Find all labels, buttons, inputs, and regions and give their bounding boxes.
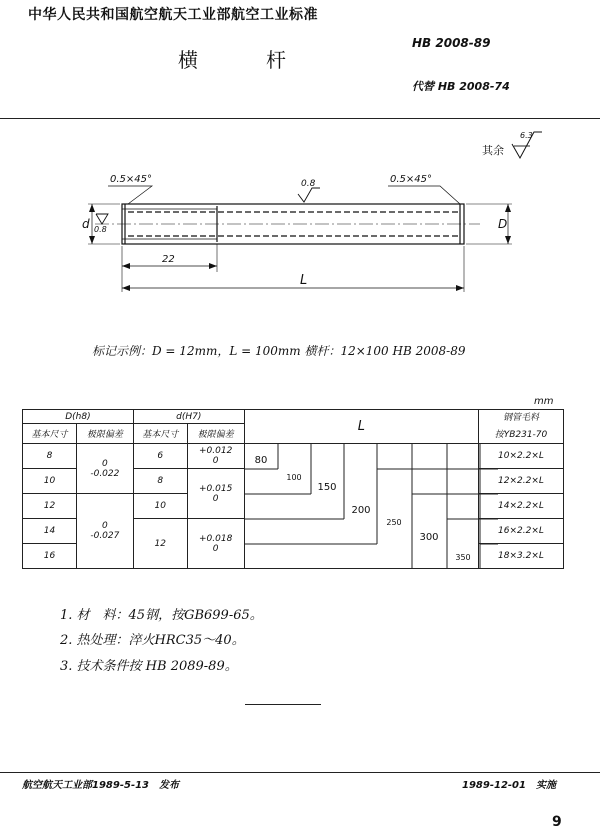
material-row-1: 12×2.2×L	[478, 469, 563, 494]
roughness-label-mid: 0.8	[301, 179, 316, 189]
header-D-base: 基本尺寸	[23, 424, 77, 444]
dim-label-d: d	[82, 217, 90, 231]
length-250: 250	[386, 518, 402, 527]
D-row-2: 12	[23, 494, 77, 519]
chamfer-leader-left	[108, 186, 152, 204]
note-material: 1. 材 料：45钢，按GB699-65。	[60, 608, 263, 623]
roughness-symbol-left	[96, 214, 108, 224]
standard-number: HB 2008-89	[412, 36, 491, 50]
document-title: 横杆	[178, 48, 354, 72]
header-d-base: 基本尺寸	[133, 424, 187, 444]
issue-date: 航空航天工业部1989-5-13 发布	[22, 780, 180, 791]
page-number: 9	[552, 814, 562, 830]
d-row-2: 10	[133, 494, 187, 519]
material-row-0: 10×2.2×L	[478, 444, 563, 469]
length-step-lines	[245, 444, 498, 569]
material-row-4: 18×3.2×L	[478, 544, 563, 569]
length-80: 80	[254, 455, 268, 466]
d-deviation-2: +0.015 0	[187, 469, 244, 519]
header-L: L	[244, 410, 478, 444]
implementation-date: 1989-12-01 实施	[462, 780, 556, 791]
roughness-symbol-mid	[298, 188, 320, 202]
length-matrix	[244, 444, 478, 569]
chamfer-label-right: 0.5×45°	[390, 174, 433, 185]
D-row-1: 10	[23, 469, 77, 494]
d-deviation-1: +0.012 0	[187, 444, 244, 469]
header-d: d(H7)	[133, 410, 244, 424]
marking-example: 标记示例：D = 12mm，L = 100mm 横杆：12×100 HB 2008-89	[92, 344, 466, 358]
note-technical-conditions: 3. 技术条件按 HB 2089-89。	[60, 659, 238, 674]
header-D: D(h8)	[23, 410, 134, 424]
roughness-rest-label: 其余	[482, 144, 504, 157]
header-d-dev: 极限偏差	[187, 424, 244, 444]
chamfer-leader-right	[388, 186, 460, 204]
dim-label-D: D	[498, 217, 508, 231]
unit-label: mm	[534, 396, 554, 407]
D-row-3: 14	[23, 519, 77, 544]
length-150: 150	[317, 482, 337, 493]
roughness-rest-value: 6.3	[520, 131, 533, 140]
footer-rule	[0, 772, 600, 773]
header-material: 钢管毛料	[478, 410, 563, 424]
length-300: 300	[419, 532, 439, 543]
dim-label-L: L	[300, 273, 308, 288]
D-deviation-1: 0 -0.022	[76, 444, 133, 494]
d-row-3: 12	[133, 519, 187, 569]
roughness-label-left: 0.8	[94, 225, 107, 234]
D-deviation-2: 0 -0.027	[76, 494, 133, 569]
length-200: 200	[351, 505, 371, 516]
note-heat-treatment: 2. 热处理：淬火HRC35～40。	[60, 633, 245, 648]
material-row-3: 16×2.2×L	[478, 519, 563, 544]
dim-label-22: 22	[162, 254, 175, 265]
issuing-organization: 中华人民共和国航空航天工业部航空工业标准	[28, 7, 318, 23]
header-D-dev: 极限偏差	[76, 424, 133, 444]
material-row-2: 14×2.2×L	[478, 494, 563, 519]
replaces-standard: 代替 HB 2008-74	[412, 80, 510, 93]
header-material-std: 按YB231-70	[478, 424, 563, 444]
d-row-0: 6	[133, 444, 187, 469]
D-row-4: 16	[23, 544, 77, 569]
header-rule	[0, 118, 600, 119]
d-deviation-3: +0.018 0	[187, 519, 244, 569]
spec-table	[22, 409, 564, 569]
d-row-1: 8	[133, 469, 187, 494]
length-100: 100	[286, 473, 302, 482]
part-drawing	[0, 120, 600, 320]
notes-separator	[245, 704, 321, 705]
chamfer-label-left: 0.5×45°	[110, 174, 153, 185]
D-row-0: 8	[23, 444, 77, 469]
length-350: 350	[455, 553, 471, 562]
